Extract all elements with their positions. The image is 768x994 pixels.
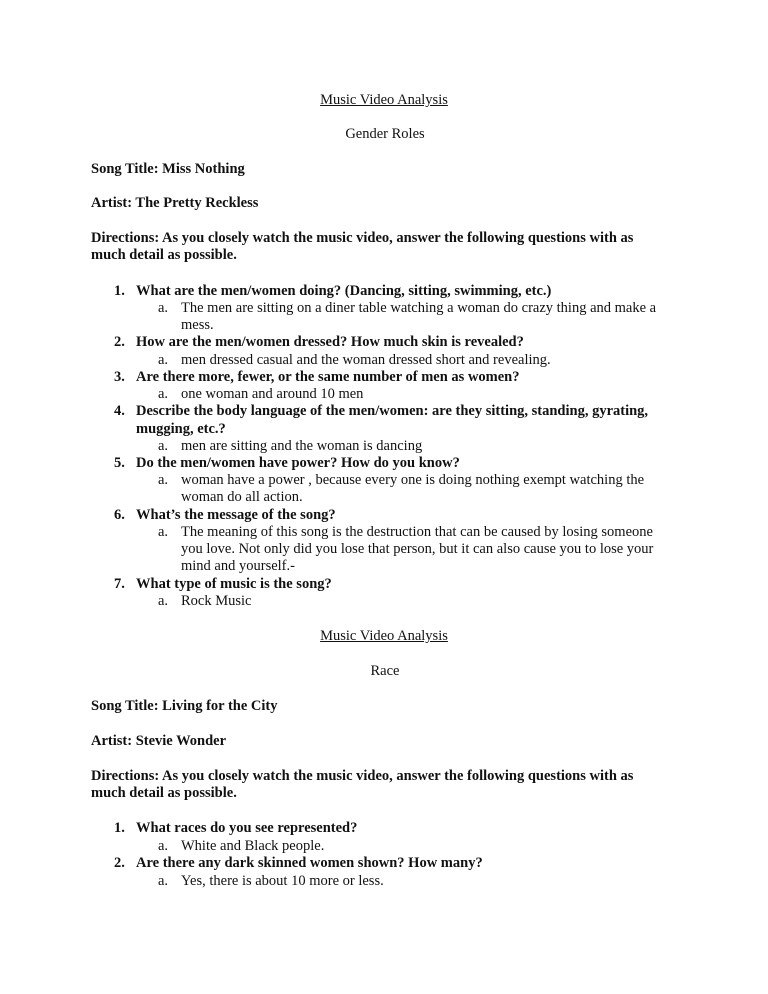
s2-q2-text: Are there any dark skinned women shown? How many? [136, 855, 483, 871]
q4-text-line1: Describe the body language of the men/women: are they sitting, standing, gyrating, [136, 403, 649, 419]
section2-subheading-text: Race [370, 663, 400, 679]
s2-q2-answer-line1: Yes, there is about 10 more or less. [181, 873, 384, 889]
q6-answer-letter: a. [158, 524, 169, 540]
section1-heading: Music Video Analysis [320, 92, 448, 108]
q3-answer-line1: one woman and around 10 men [181, 386, 364, 402]
section1-song-title: Song Title: Miss Nothing [91, 161, 245, 177]
q1-number: 1. [114, 283, 125, 299]
q4-answer-line1: men are sitting and the woman is dancing [181, 438, 423, 454]
q6-answer-line2: you love. Not only did you lose that person, but it can also cause you to lose your [181, 541, 654, 557]
q2-text: How are the men/women dressed? How much skin is revealed? [136, 334, 524, 350]
q6-number: 6. [114, 507, 125, 523]
q4-number: 4. [114, 403, 125, 419]
q1-text: What are the men/women doing? (Dancing, sitting, swimming, etc.) [136, 283, 552, 299]
q4-answer-letter: a. [158, 438, 169, 454]
q5-answer-line1: woman have a power , because every one is doing nothing exempt watching the [181, 472, 645, 488]
q5-answer-letter: a. [158, 472, 169, 488]
q2-answer-line1: men dressed casual and the woman dressed short and revealing. [181, 352, 551, 368]
section1-subheading-text: Gender Roles [345, 126, 425, 142]
s2-q2-number: 2. [114, 855, 125, 871]
section2-directions-line2: much detail as possible. [91, 785, 237, 801]
s2-q1-answer-letter: a. [158, 838, 169, 854]
q3-text: Are there more, fewer, or the same number of men as women? [136, 369, 520, 385]
section2-subheading [0, 663, 768, 680]
q4-text-line2: mugging, etc.? [136, 421, 226, 437]
section1-directions-line1: Directions: As you closely watch the music video, answer the following questions with as [91, 230, 634, 246]
q2-number: 2. [114, 334, 125, 350]
s2-q1-text: What races do you see represented? [136, 820, 358, 836]
q6-answer-line3: mind and yourself.- [181, 558, 295, 574]
q5-answer-line2: woman do all action. [181, 489, 303, 505]
section1-artist: Artist: The Pretty Reckless [91, 195, 259, 211]
q1-answer-letter: a. [158, 300, 169, 316]
s2-q1-number: 1. [114, 820, 125, 836]
q1-answer-line2: mess. [181, 317, 214, 333]
q5-text: Do the men/women have power? How do you know? [136, 455, 460, 471]
q7-answer-line1: Rock Music [181, 593, 252, 609]
section1-directions-line2: much detail as possible. [91, 247, 237, 263]
q3-answer-letter: a. [158, 386, 169, 402]
q7-answer-letter: a. [158, 593, 169, 609]
section1-subheading [0, 126, 768, 143]
q6-text: What’s the message of the song? [136, 507, 336, 523]
q7-text: What type of music is the song? [136, 576, 332, 592]
q6-answer-line1: The meaning of this song is the destruction that can be caused by losing someone [181, 524, 653, 540]
q2-answer-letter: a. [158, 352, 169, 368]
q5-number: 5. [114, 455, 125, 471]
s2-q2-answer-letter: a. [158, 873, 169, 889]
section2-directions-line1: Directions: As you closely watch the music video, answer the following questions with as [91, 768, 634, 784]
s2-q1-answer-line1: White and Black people. [181, 838, 325, 854]
q7-number: 7. [114, 576, 125, 592]
q1-answer-line1: The men are sitting on a diner table watching a woman do crazy thing and make a [181, 300, 657, 316]
q3-number: 3. [114, 369, 125, 385]
section2-artist: Artist: Stevie Wonder [91, 733, 227, 749]
section2-song-title: Song Title: Living for the City [91, 698, 278, 714]
section2-heading: Music Video Analysis [320, 628, 448, 644]
